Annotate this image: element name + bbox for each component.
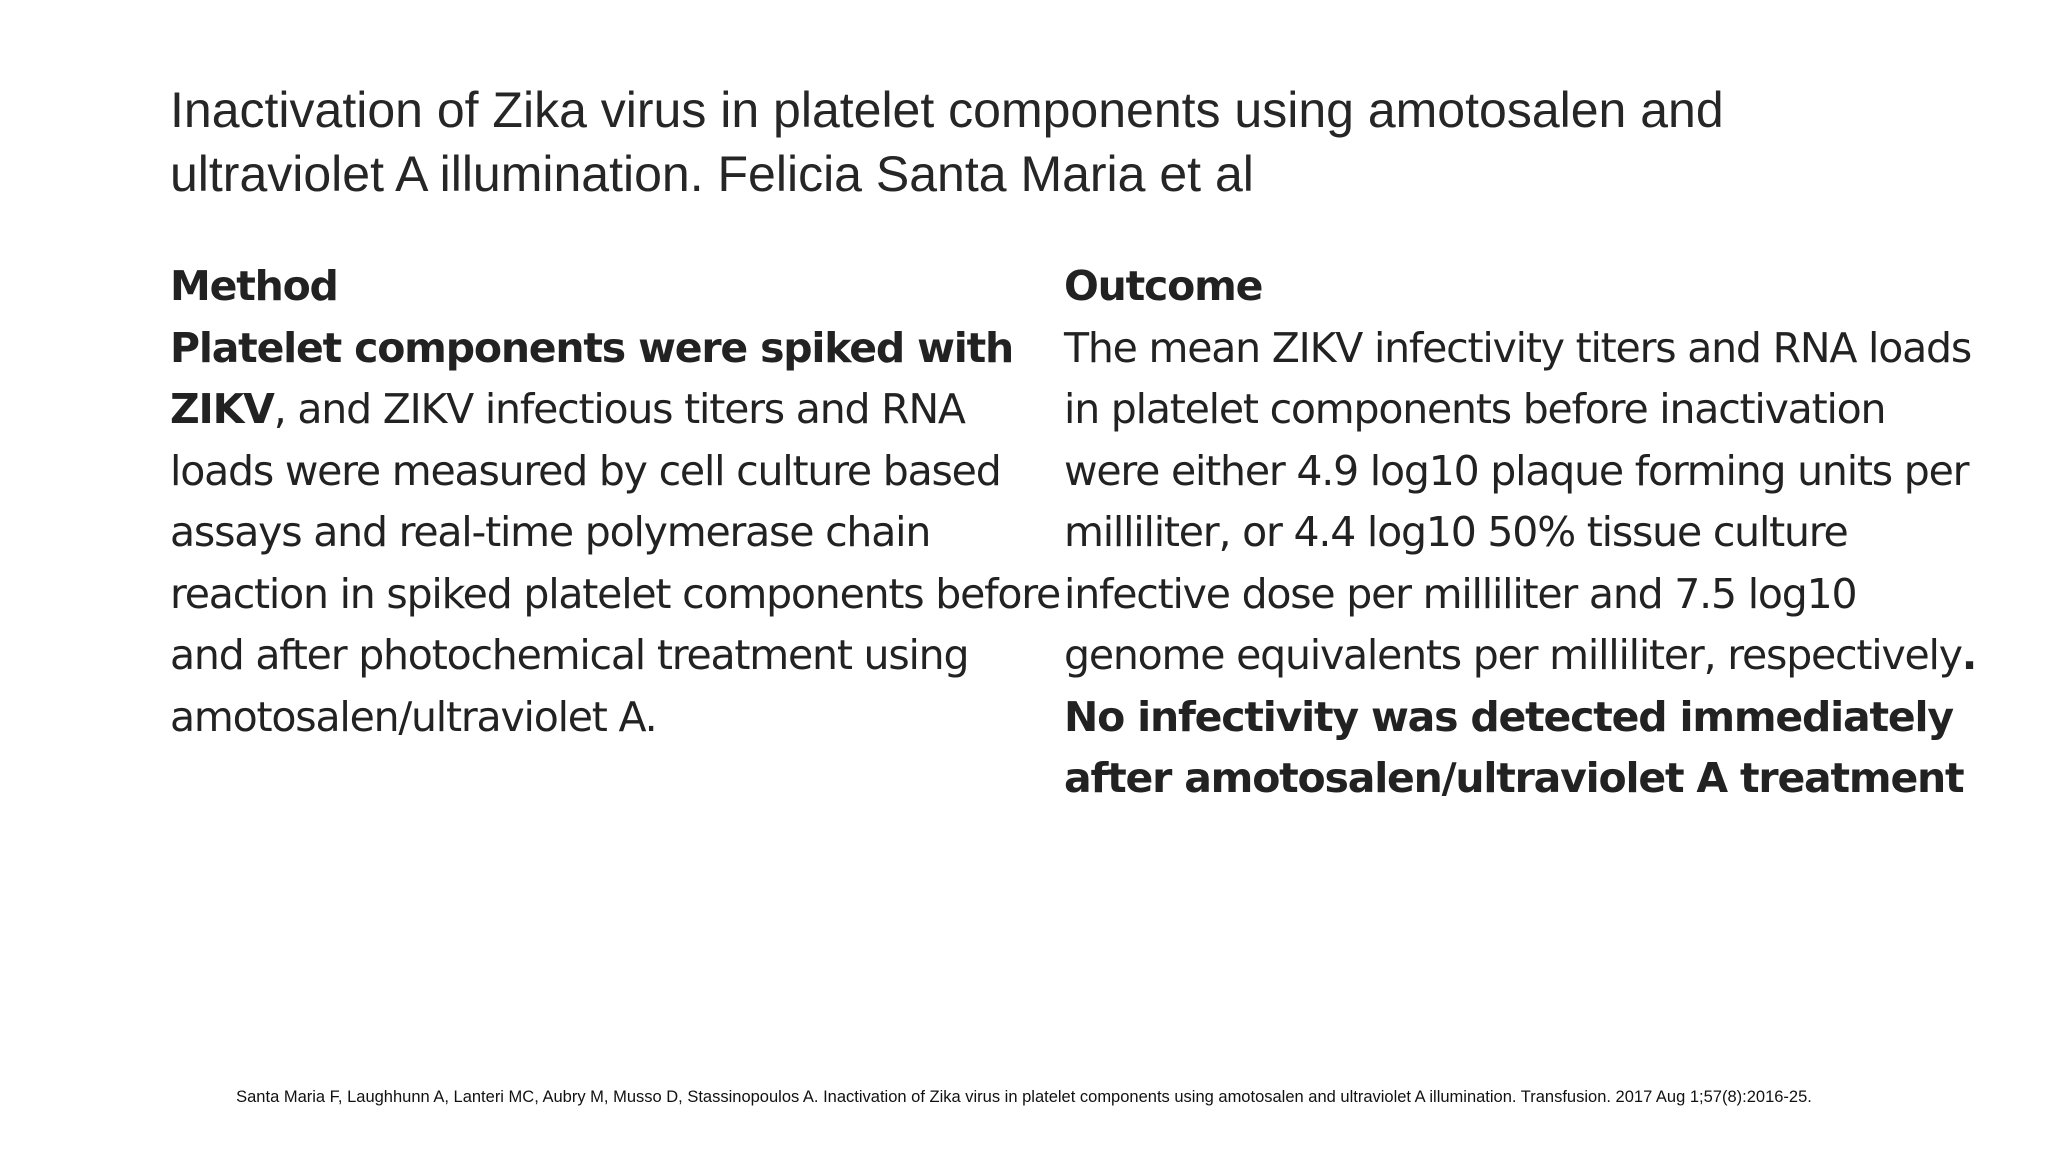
method-heading: Method xyxy=(170,262,338,310)
method-text: , and ZIKV infectious titers and RNA loads were measured by cell culture based assays and real-time polymerase chain reaction in spiked platelet components before and after photochemical treatment using amotosalen/ultraviolet A. xyxy=(170,385,1061,741)
citation: Santa Maria F, Laughhunn A, Lanteri MC, Aubry M, Musso D, Stassinopoulos A. Inactivation of Zika virus in platelet components using amotosalen and ultraviolet A illumination. Transfusion. 2017 Aug 1;57(8):2016-25. xyxy=(236,1088,1812,1106)
slide-title xyxy=(170,78,1930,206)
outcome-bold-text: . No infectivity was detected immediately after amotosalen/ultraviolet A treatment xyxy=(1064,631,1977,802)
method-bold-text: Platelet components were spiked with ZIKV xyxy=(170,323,1013,433)
method-column xyxy=(170,256,1070,748)
slide-title-line-2: ultraviolet A illumination. Felicia Santa Maria et al xyxy=(170,146,1254,202)
outcome-text: The mean ZIKV infectivity titers and RNA loads in platelet components before inactivation were either 4.9 log10 plaque forming units per milliliter, or 4.4 log10 50% tissue culture infective dose per milliliter and 7.5 log10 genome equivalents per milliliter, respectively xyxy=(1064,323,1972,679)
outcome-column xyxy=(1064,256,1984,810)
outcome-heading: Outcome xyxy=(1064,262,1263,310)
slide-title-line-1: Inactivation of Zika virus in platelet components using amotosalen and xyxy=(170,82,1724,138)
